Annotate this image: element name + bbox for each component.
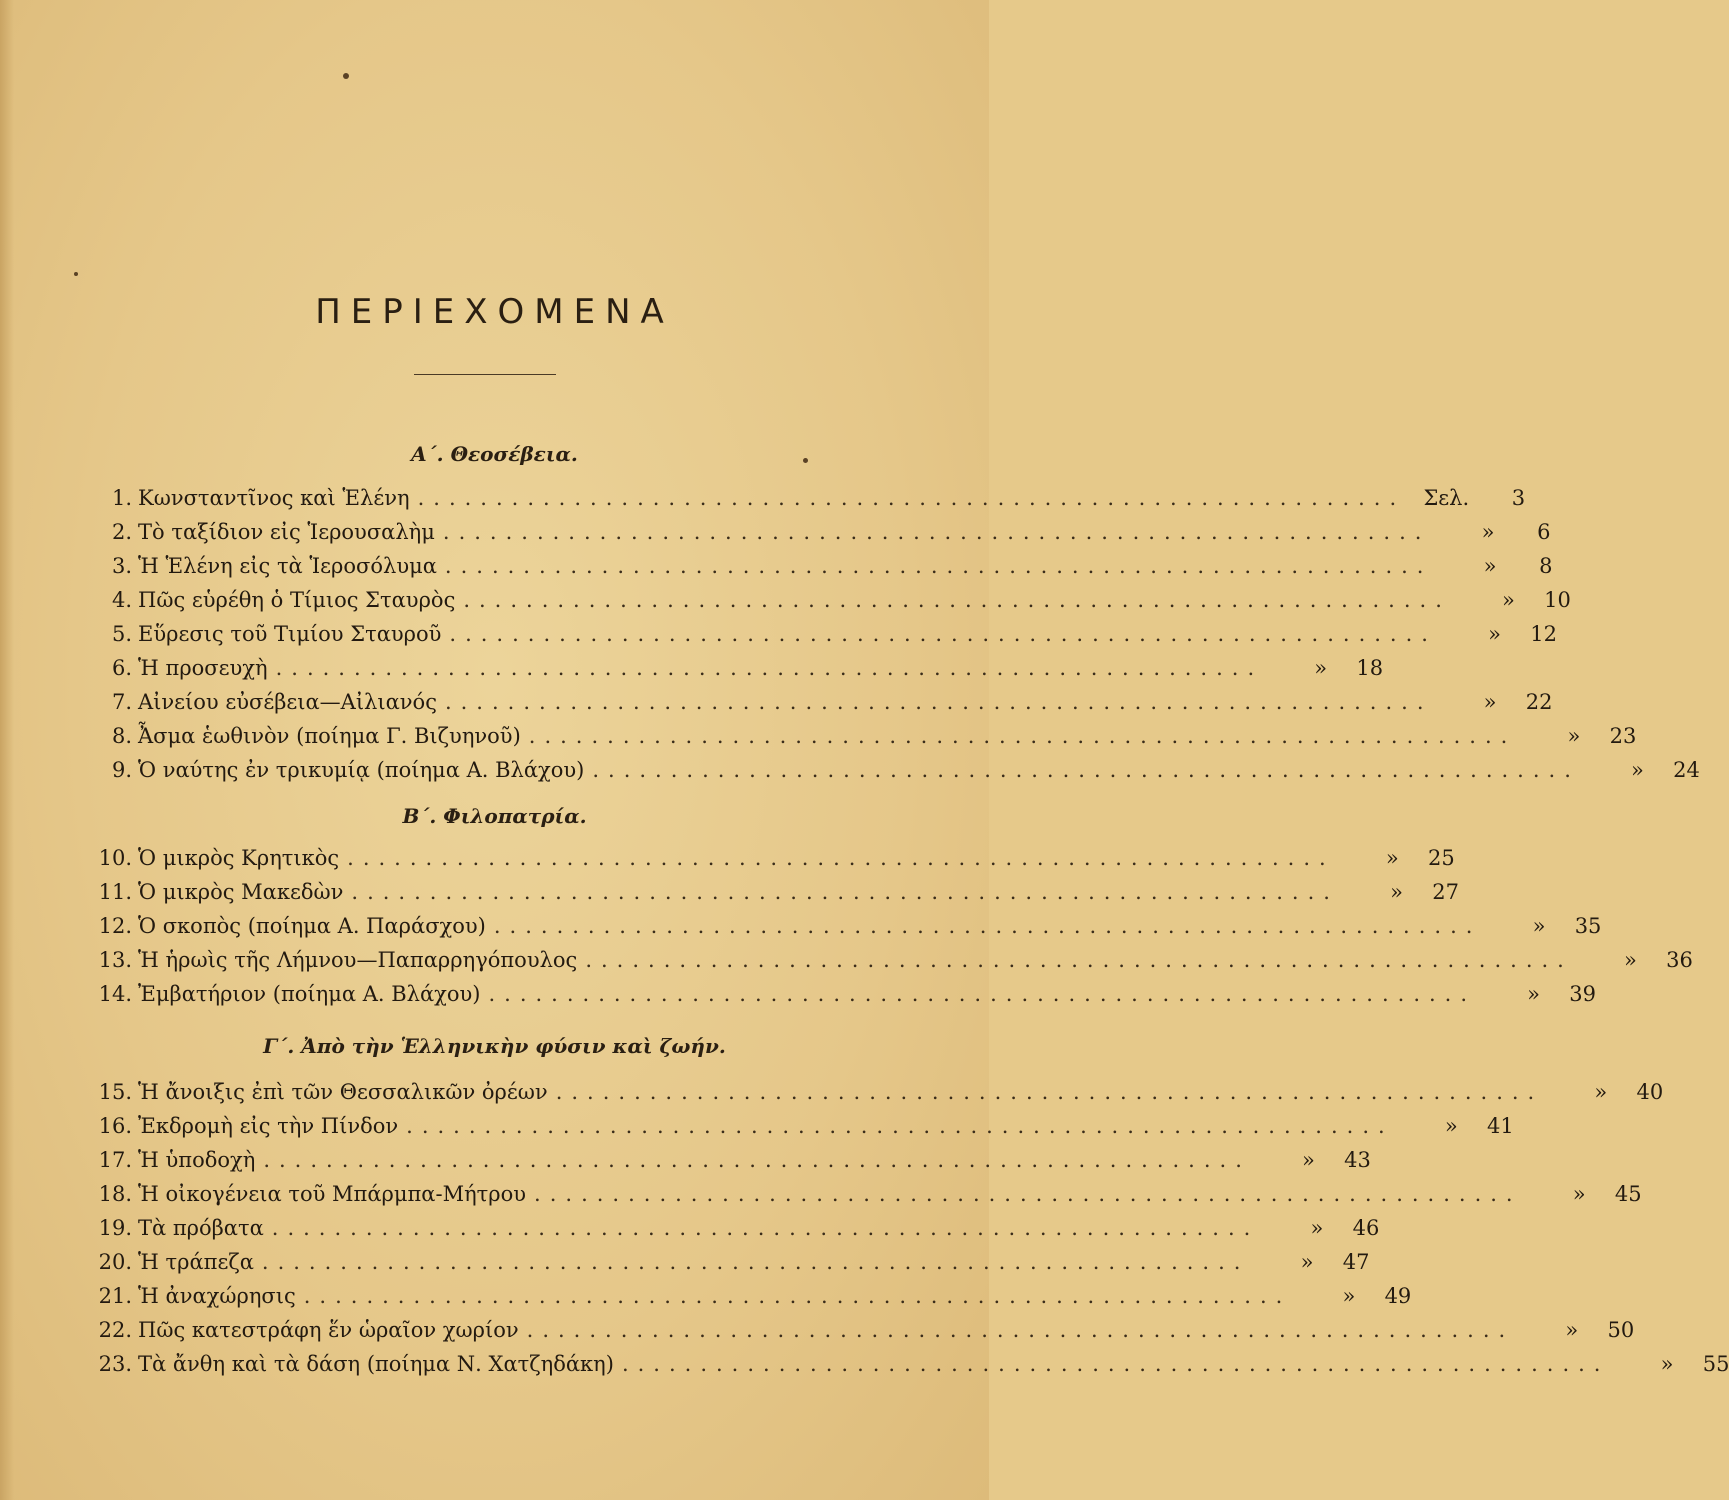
page-mark: » — [1483, 690, 1497, 714]
page-number: 43 — [1344, 1148, 1371, 1172]
page-mark: » — [1631, 758, 1644, 782]
toc-entry — [90, 880, 1459, 914]
entry-number: 19. — [98, 1216, 132, 1240]
page-mark: » — [1594, 1080, 1608, 1104]
entry-number: 3. — [111, 554, 132, 578]
entry-title: Ὁ ναύτης ἐν τρικυμίᾳ (ποίημα Α. Βλάχου) — [138, 758, 585, 782]
dot-leader: ............................................................... — [555, 1080, 1544, 1104]
entry-number: 15. — [98, 1080, 132, 1104]
title-divider — [414, 374, 556, 375]
entry-number: 16. — [98, 1114, 132, 1138]
page-number: 40 — [1636, 1080, 1664, 1104]
toc-entry — [90, 520, 1551, 554]
page-mark: » — [1527, 982, 1541, 1006]
entry-number: 10. — [98, 846, 132, 870]
entry-number: 22. — [98, 1318, 132, 1342]
dot-leader: ............................................................... — [493, 914, 1482, 938]
page-number: 6 — [1537, 520, 1551, 544]
toc-entry — [90, 1284, 1412, 1318]
entry-number: 12. — [98, 914, 132, 938]
entry-title: Ἡ Ἑλένη εἰς τὰ Ἱεροσόλυμα — [138, 554, 437, 578]
page-mark: Σελ. — [1423, 486, 1470, 510]
entry-title: Ἡ ἄνοιξις ἐπὶ τῶν Θεσσαλικῶν ὀρέων — [138, 1080, 548, 1104]
entry-title: Τὰ ἄνθη καὶ τὰ δάση (ποίημα Ν. Χατζηδάκη) — [138, 1352, 614, 1376]
entry-number: 2. — [111, 520, 132, 544]
entry-title: Ἆσμα ἑωθινὸν (ποίημα Γ. Βιζυηνοῦ) — [138, 724, 521, 748]
page-spine-shadow — [0, 0, 14, 1500]
dot-leader: ............................................................... — [351, 880, 1339, 904]
page-number: 41 — [1486, 1114, 1514, 1138]
entry-number: 7. — [111, 690, 132, 714]
dot-leader: ............................................................... — [271, 1216, 1260, 1240]
dot-leader: ............................................................... — [444, 554, 1433, 578]
dot-leader: ............................................................... — [621, 1352, 1610, 1376]
entry-number: 8. — [111, 724, 132, 748]
dot-leader: ............................................................... — [444, 690, 1433, 714]
page-number: 39 — [1569, 982, 1597, 1006]
dot-leader: ............................................................... — [417, 486, 1406, 510]
toc-entry — [90, 588, 1571, 622]
page-number: 46 — [1352, 1216, 1380, 1240]
toc-entry — [90, 1080, 1664, 1114]
dot-leader: ............................................................... — [261, 1250, 1250, 1274]
toc-entry — [90, 1182, 1642, 1216]
toc-entry — [90, 690, 1553, 724]
entry-title: Ἡ προσευχὴ — [138, 656, 268, 680]
dot-leader: ............................................................... — [449, 622, 1437, 646]
entry-number: 4. — [111, 588, 132, 612]
page-mark: » — [1483, 554, 1497, 578]
dot-leader: ............................................................... — [442, 520, 1431, 544]
entry-title: Πῶς κατεστράφη ἕν ὡραῖον χωρίον — [138, 1318, 519, 1342]
page-mark: » — [1385, 846, 1399, 870]
page-mark: » — [1302, 1148, 1315, 1172]
page-number: 8 — [1539, 554, 1553, 578]
toc-entry — [90, 1250, 1370, 1284]
entry-number: 9. — [111, 758, 132, 782]
entry-number: 18. — [98, 1182, 132, 1206]
dot-leader: ............................................................... — [303, 1284, 1292, 1308]
entry-title: Εὕρεσις τοῦ Τιμίου Σταυροῦ — [138, 622, 442, 646]
page-number: 3 — [1511, 486, 1526, 510]
entry-title: Ἐκδρομὴ εἰς τὴν Πίνδον — [138, 1114, 399, 1138]
page-number: 36 — [1666, 948, 1693, 972]
page-number: 27 — [1432, 880, 1459, 904]
dot-leader: ............................................................... — [526, 1318, 1515, 1342]
dot-leader: ............................................................... — [592, 758, 1580, 782]
entry-number: 20. — [98, 1250, 132, 1274]
entry-title: Αἰνείου εὐσέβεια—Αἰλιανός — [138, 690, 437, 714]
page-mark: » — [1567, 724, 1581, 748]
page-mark: » — [1565, 1318, 1579, 1342]
page-number: 22 — [1525, 690, 1553, 714]
ink-speck — [74, 272, 78, 276]
entry-number: 17. — [98, 1148, 132, 1172]
toc-entry — [90, 622, 1557, 656]
toc-entry — [90, 656, 1384, 690]
dot-leader: ............................................................... — [488, 982, 1477, 1006]
dot-leader: ............................................................... — [585, 948, 1573, 972]
dot-leader: ............................................................... — [406, 1114, 1394, 1138]
toc-entry — [90, 914, 1602, 948]
entry-number: 1. — [111, 486, 132, 510]
page-mark: » — [1481, 520, 1495, 544]
page-mark: » — [1572, 1182, 1586, 1206]
toc-entry — [90, 982, 1597, 1016]
toc-entry — [90, 1318, 1635, 1352]
page-mark: » — [1660, 1352, 1674, 1376]
entry-title: Ἡ ἀναχώρησις — [138, 1284, 296, 1308]
entry-title: Κωνσταντῖνος καὶ Ἑλένη — [138, 486, 410, 510]
toc-entry — [90, 1216, 1380, 1250]
entry-title: Ἐμβατήριον (ποίημα Α. Βλάχου) — [138, 982, 481, 1006]
page-mark: » — [1342, 1284, 1356, 1308]
page-number: 24 — [1673, 758, 1700, 782]
entry-number: 13. — [98, 948, 132, 972]
page-mark: » — [1532, 914, 1546, 938]
entry-number: 21. — [98, 1284, 132, 1308]
page-mark: » — [1300, 1250, 1314, 1274]
entry-number: 11. — [98, 880, 132, 904]
entry-number: 6. — [111, 656, 132, 680]
dot-leader: ............................................................... — [534, 1182, 1522, 1206]
entry-number: 14. — [98, 982, 132, 1006]
dot-leader: ............................................................... — [263, 1148, 1251, 1172]
page-title: ΠΕΡΙΕΧΟΜΕΝΑ — [315, 292, 674, 332]
page-number: 12 — [1530, 622, 1557, 646]
entry-title: Ἡ ὑποδοχὴ — [138, 1148, 256, 1172]
entry-title: Ὁ σκοπὸς (ποίημα Α. Παράσχου) — [138, 914, 486, 938]
toc-entry — [90, 1352, 1729, 1386]
dot-leader: ............................................................... — [275, 656, 1264, 680]
entry-title: Ἡ τράπεζα — [138, 1250, 254, 1274]
entry-title: Τὰ πρόβατα — [138, 1216, 264, 1240]
entry-title: Πῶς εὑρέθη ὁ Τίμιος Σταυρὸς — [138, 588, 456, 612]
page-number: 49 — [1384, 1284, 1412, 1308]
toc-entry — [90, 724, 1637, 758]
entry-title: Ἡ ἡρωὶς τῆς Λήμνου—Παπαρρηγόπουλος — [138, 948, 578, 972]
section-heading: Α΄. Θεοσέβεια. — [411, 442, 578, 466]
ink-speck — [343, 73, 349, 79]
toc-entry — [90, 846, 1455, 880]
page-number: 18 — [1356, 656, 1384, 680]
toc-entry — [90, 758, 1700, 792]
entry-title: Ὁ μικρὸς Κρητικὸς — [138, 846, 340, 870]
entry-number: 23. — [98, 1352, 132, 1376]
page-mark: » — [1390, 880, 1403, 904]
dot-leader: ............................................................... — [463, 588, 1451, 612]
page-mark: » — [1488, 622, 1501, 646]
page-mark: » — [1502, 588, 1515, 612]
toc-entry — [90, 1148, 1371, 1182]
page-number: 35 — [1574, 914, 1602, 938]
toc-entry — [90, 486, 1526, 520]
section-heading: Γ΄. Ἀπὸ τὴν Ἑλληνικὴν φύσιν καὶ ζωήν. — [263, 1034, 726, 1058]
page-mark: » — [1310, 1216, 1324, 1240]
page-number: 55 — [1702, 1352, 1729, 1376]
page-number: 25 — [1427, 846, 1455, 870]
page-number: 50 — [1607, 1318, 1635, 1342]
toc-entry — [90, 948, 1693, 982]
page-number: 23 — [1609, 724, 1637, 748]
dot-leader: ............................................................... — [347, 846, 1335, 870]
entry-title: Τὸ ταξίδιον εἰς Ἱερουσαλὴμ — [138, 520, 435, 544]
page-mark: » — [1444, 1114, 1458, 1138]
page-number: 45 — [1614, 1182, 1642, 1206]
page-mark: » — [1314, 656, 1328, 680]
page-number: 10 — [1544, 588, 1571, 612]
toc-entry — [90, 1114, 1514, 1148]
entry-title: Ἡ οἰκογένεια τοῦ Μπάρμπα-Μήτρου — [138, 1182, 527, 1206]
entry-number: 5. — [111, 622, 132, 646]
page-number: 47 — [1342, 1250, 1370, 1274]
page-mark: » — [1624, 948, 1637, 972]
toc-entry — [90, 554, 1553, 588]
entry-title: Ὁ μικρὸς Μακεδὼν — [138, 880, 344, 904]
section-heading: Β΄. Φιλοπατρία. — [402, 804, 587, 828]
dot-leader: ............................................................... — [528, 724, 1517, 748]
